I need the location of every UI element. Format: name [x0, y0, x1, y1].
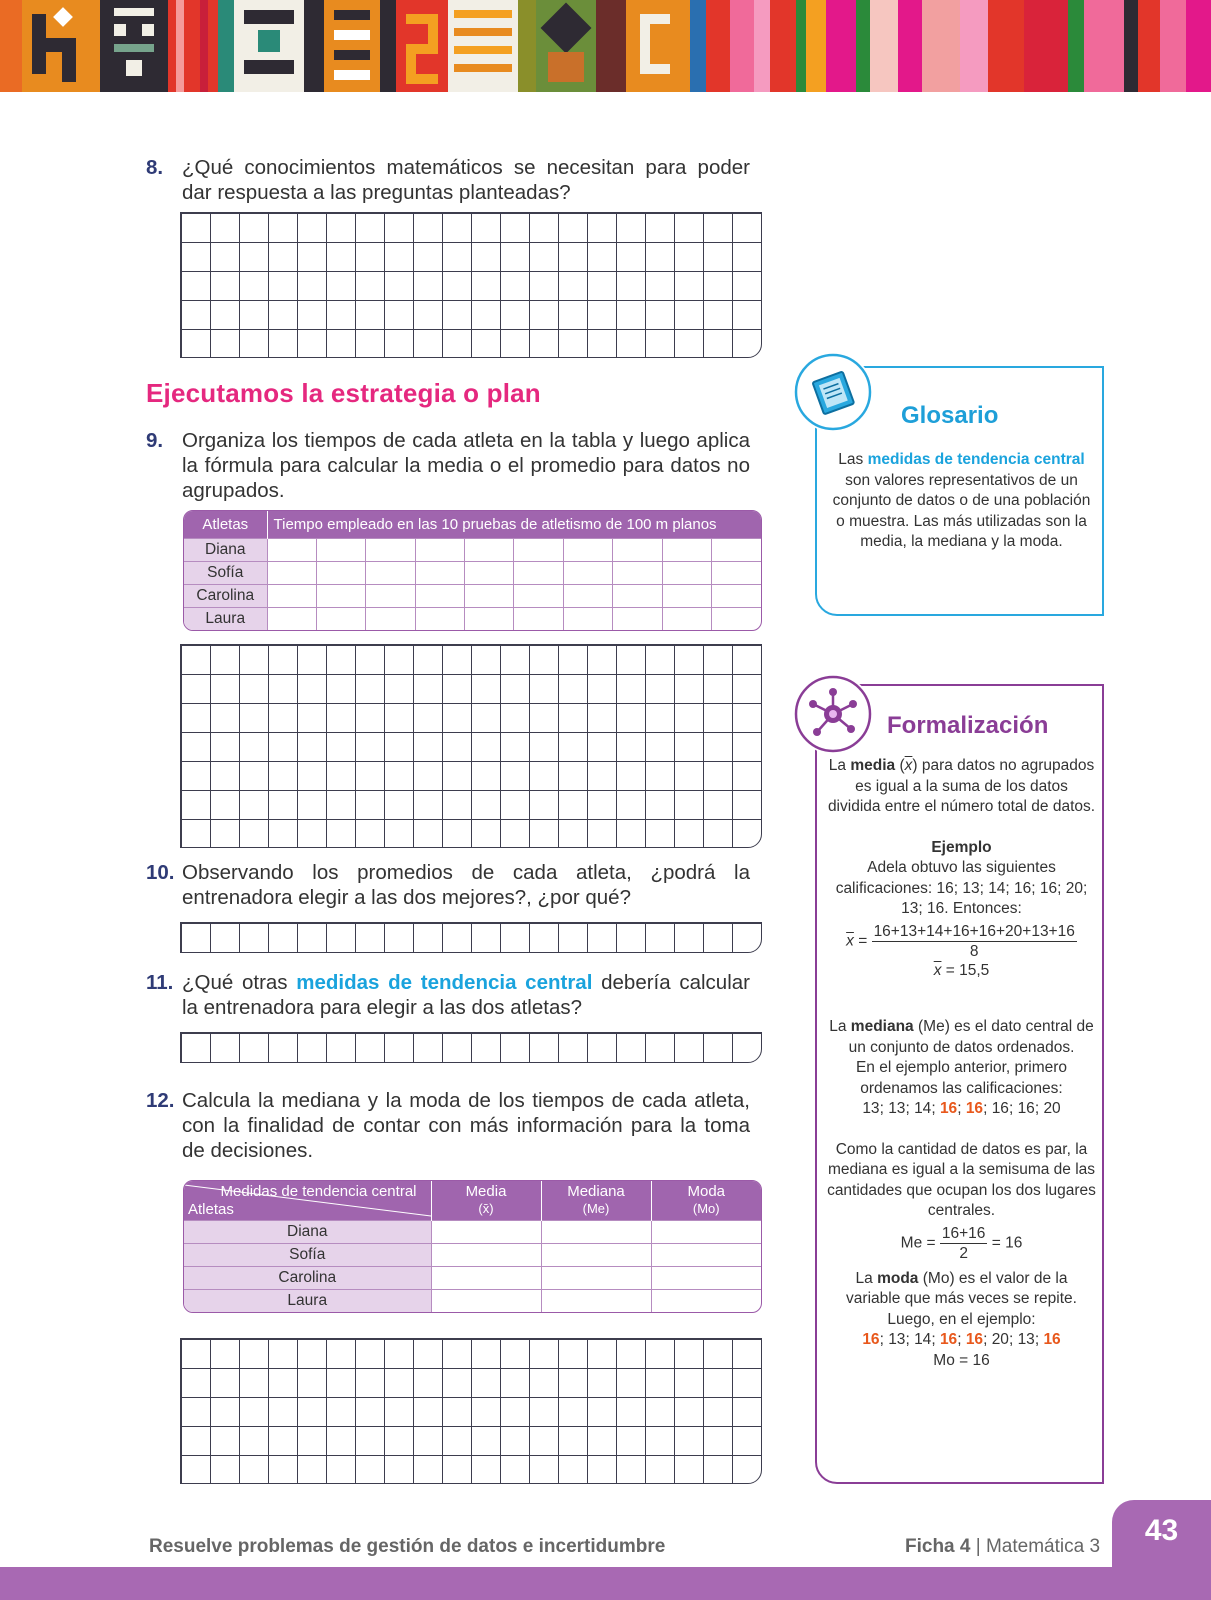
table-row — [184, 1289, 761, 1312]
times-table — [183, 510, 762, 631]
answer-grid-9[interactable] — [180, 644, 762, 848]
time-cell[interactable] — [465, 584, 514, 607]
moda-cell[interactable] — [651, 1289, 761, 1312]
time-cell[interactable] — [613, 607, 662, 630]
list-value: 20 — [991, 1331, 1009, 1348]
time-cell[interactable] — [613, 584, 662, 607]
list-value: 16 — [965, 1100, 984, 1117]
media-cell[interactable] — [431, 1266, 541, 1289]
time-cell[interactable] — [514, 584, 563, 607]
list-value: 20 — [1043, 1100, 1061, 1117]
time-cell[interactable] — [712, 584, 761, 607]
formalizacion-title: Formalización — [887, 712, 1049, 739]
list-value: 16 — [862, 1331, 880, 1348]
time-cell[interactable] — [267, 538, 316, 561]
media-cell[interactable] — [431, 1289, 541, 1312]
moda-cell[interactable] — [651, 1243, 761, 1266]
time-cell[interactable] — [366, 538, 415, 561]
time-cell[interactable] — [316, 538, 365, 561]
header-tiempo: Tiempo empleado en las 10 pruebas de atletismo de 100 m planos — [267, 511, 761, 538]
question-text: Calcula la mediana y la moda de los tiempos de cada atleta, con la finalidad de contar con más información para la toma de decisiones. — [182, 1089, 750, 1162]
time-cell[interactable] — [613, 561, 662, 584]
textile-banner — [0, 0, 1211, 92]
time-cell[interactable] — [415, 538, 464, 561]
athlete-name: Sofía — [184, 1243, 431, 1266]
book-icon — [793, 352, 873, 432]
time-cell[interactable] — [662, 607, 711, 630]
time-cell[interactable] — [366, 561, 415, 584]
time-cell[interactable] — [366, 607, 415, 630]
moda-example: Luego, en el ejemplo: — [887, 1310, 1036, 1328]
formalizacion-box — [815, 684, 1104, 1484]
header-diagonal — [184, 1181, 431, 1220]
mediana-cell[interactable] — [541, 1220, 651, 1243]
time-cell[interactable] — [712, 538, 761, 561]
question-number: 10. — [146, 861, 175, 884]
list-value: 16 — [939, 1100, 958, 1117]
time-cell[interactable] — [514, 607, 563, 630]
question-12 — [146, 1088, 750, 1163]
athlete-name: Diana — [184, 1220, 431, 1243]
time-cell[interactable] — [316, 584, 365, 607]
answer-grid-11[interactable] — [180, 1032, 762, 1063]
par-text: Como la cantidad de datos es par, la mediana es igual a la semisuma de las cantidades que ocupan los dos lugares centrales. — [827, 1140, 1096, 1219]
table-row — [184, 1266, 761, 1289]
diag-top-label: Medidas de tendencia central — [220, 1183, 417, 1200]
time-cell[interactable] — [366, 584, 415, 607]
mediana-cell[interactable] — [541, 1289, 651, 1312]
time-cell[interactable] — [514, 538, 563, 561]
time-cell[interactable] — [267, 561, 316, 584]
list-value: 16 — [939, 1331, 958, 1348]
media-cell[interactable] — [431, 1243, 541, 1266]
list-value: 14 — [914, 1331, 932, 1348]
ejemplo-title: Ejemplo — [931, 838, 992, 856]
glosario-title: Glosario — [901, 402, 999, 429]
table-row — [184, 1220, 761, 1243]
question-text: Organiza los tiempos de cada atleta en la tabla y luego aplica la fórmula para calcular la media o el promedio para datos no agrupados. — [182, 429, 750, 502]
footer-bar — [0, 1567, 1211, 1600]
time-cell[interactable] — [415, 584, 464, 607]
time-cell[interactable] — [415, 607, 464, 630]
list-value: 16 — [965, 1331, 984, 1348]
question-11 — [146, 970, 750, 1020]
time-cell[interactable] — [563, 538, 612, 561]
question-9 — [146, 428, 750, 503]
list-value: 16 — [1043, 1331, 1061, 1348]
header-media: Media (x̄) — [431, 1181, 541, 1220]
answer-grid-8[interactable] — [180, 212, 762, 358]
time-cell[interactable] — [662, 584, 711, 607]
table-row — [184, 607, 761, 630]
time-cell[interactable] — [613, 538, 662, 561]
mediana-cell[interactable] — [541, 1243, 651, 1266]
footer-course: Ficha 4 | Matemática 3 — [905, 1536, 1101, 1557]
table-row — [184, 561, 761, 584]
question-text: Observando los promedios de cada atleta, ¿podrá la entrenadora elegir a las dos mejores?, ¿por qué? — [182, 861, 750, 909]
list-value: 13 — [888, 1100, 906, 1117]
time-cell[interactable] — [662, 538, 711, 561]
moda-definition: La moda (Mo) es el valor de la variable que más veces se repite. — [846, 1269, 1077, 1307]
athlete-name: Diana — [184, 538, 267, 561]
athlete-name: Carolina — [184, 1266, 431, 1289]
mo-result: Mo = 16 — [933, 1351, 990, 1369]
time-cell[interactable] — [563, 561, 612, 584]
answer-grid-10[interactable] — [180, 922, 762, 953]
time-cell[interactable] — [563, 584, 612, 607]
header-mediana: Mediana (Me) — [541, 1181, 651, 1220]
mean-formula: $\overline{x}$ = $\frac{16+13+14+16+16+20+13+16}{8}$ — [846, 922, 1075, 960]
time-cell[interactable] — [316, 561, 365, 584]
list-value: 16 — [1017, 1100, 1035, 1117]
time-cell[interactable] — [465, 607, 514, 630]
time-cell[interactable] — [662, 561, 711, 584]
mean-result: $\overline{x} = 15,5$ — [933, 961, 990, 979]
athlete-name: Laura — [184, 1289, 431, 1312]
list-value: 14 — [914, 1100, 932, 1117]
media-cell[interactable] — [431, 1220, 541, 1243]
network-icon — [793, 674, 873, 754]
ejemplo-text: Adela obtuvo las siguientes calificaciones: 16; 13; 14; 16; 16; 20; 13; 16. Entonces: — [835, 859, 1088, 917]
central-tendency-table — [183, 1180, 762, 1313]
time-cell[interactable] — [267, 607, 316, 630]
time-cell[interactable] — [415, 561, 464, 584]
question-text: ¿Qué conocimientos matemáticos se necesitan para poder dar respuesta a las preguntas planteadas? — [182, 156, 750, 204]
table-row — [184, 584, 761, 607]
mediana-cell[interactable] — [541, 1266, 651, 1289]
question-8 — [146, 155, 750, 205]
time-cell[interactable] — [465, 561, 514, 584]
highlight-term: medidas de tendencia central — [296, 971, 593, 994]
page-number: 43 — [1144, 1514, 1179, 1547]
moda-cell[interactable] — [651, 1266, 761, 1289]
header-atletas: Atletas — [184, 511, 267, 538]
me-formula: Me = $\frac{16+16}{2}$ = 16 — [900, 1224, 1023, 1262]
question-number: 8. — [146, 156, 164, 179]
list-value: 16 — [991, 1100, 1009, 1117]
time-cell[interactable] — [712, 607, 761, 630]
time-cell[interactable] — [514, 561, 563, 584]
time-cell[interactable] — [712, 561, 761, 584]
question-number: 9. — [146, 429, 164, 452]
table-row — [184, 538, 761, 561]
table-row — [184, 1243, 761, 1266]
footer-title: Resuelve problemas de gestión de datos e incertidumbre — [149, 1536, 666, 1557]
time-cell[interactable] — [316, 607, 365, 630]
question-number: 12. — [146, 1089, 175, 1112]
question-number: 11. — [146, 971, 174, 994]
list-value: 13 — [888, 1331, 906, 1348]
time-cell[interactable] — [267, 584, 316, 607]
moda-cell[interactable] — [651, 1220, 761, 1243]
media-definition: La media $(\overline{x})$ para datos no agrupados es igual a la suma de los datos dividida entre el número total de datos. — [827, 757, 1096, 815]
formalizacion-text — [827, 756, 1096, 1371]
question-text: ¿Qué otras medidas de tendencia central debería calcular la entrenadora para elegir a las dos atletas? — [182, 971, 750, 1019]
ordered-list: 13; 13; 14; 16; 16; 16; 16; 20 — [862, 1100, 1061, 1117]
answer-grid-12[interactable] — [180, 1338, 762, 1484]
athlete-name: Laura — [184, 607, 267, 630]
question-10 — [146, 860, 750, 910]
mediana-example: En el ejemplo anterior, primero ordenamos las calificaciones: — [855, 1059, 1068, 1097]
section-title: Ejecutamos la estrategia o plan — [146, 378, 541, 408]
athlete-name: Sofía — [184, 561, 267, 584]
glosario-text: Las medidas de tendencia central son valores representativos de un conjunto de datos o de una población o muestra. Las más utilizadas son la media, la mediana y la moda. — [832, 451, 1091, 550]
list-value: 13 — [862, 1100, 880, 1117]
time-cell[interactable] — [465, 538, 514, 561]
header-moda: Moda (Mo) — [651, 1181, 761, 1220]
mediana-definition: La mediana (Me) es el dato central de un conjunto de datos ordenados. — [829, 1018, 1094, 1056]
moda-list: 16; 13; 14; 16; 16; 20; 13; 16 — [862, 1331, 1061, 1348]
time-cell[interactable] — [563, 607, 612, 630]
athlete-name: Carolina — [184, 584, 267, 607]
page-tab — [1112, 1500, 1211, 1567]
diag-bottom-label: Atletas — [188, 1200, 234, 1218]
list-value: 13 — [1017, 1331, 1035, 1348]
